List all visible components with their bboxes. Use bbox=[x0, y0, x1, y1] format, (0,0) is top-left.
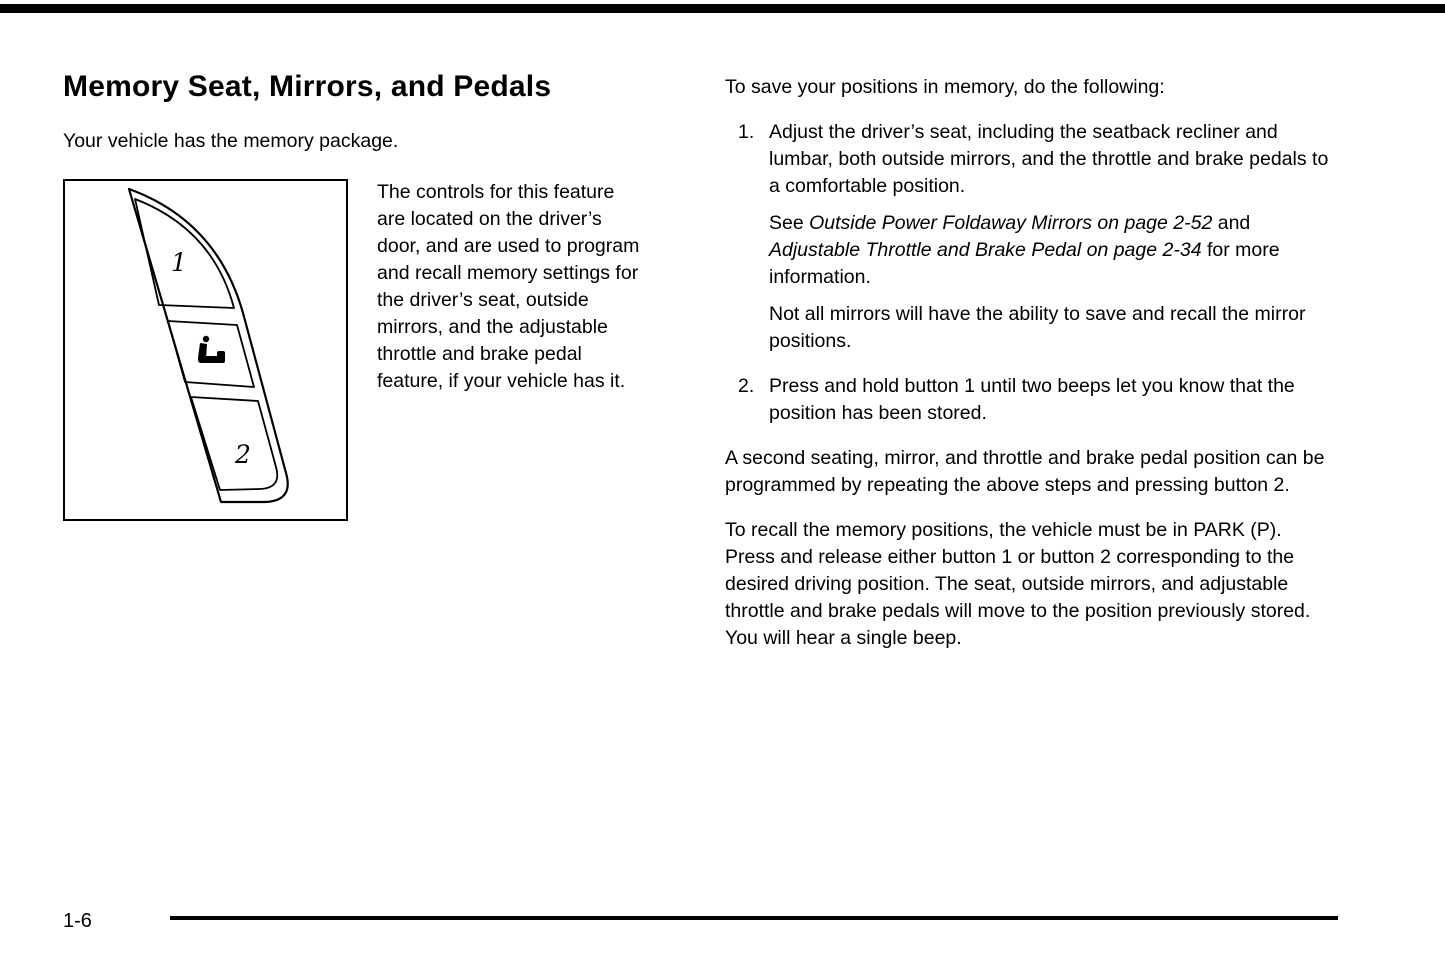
page-content bbox=[63, 60, 1390, 652]
page-title: Memory Seat, Mirrors, and Pedals bbox=[63, 70, 552, 103]
figure-box bbox=[63, 179, 348, 521]
memory-button-1 bbox=[135, 199, 234, 308]
reference-italic-2: Adjustable Throttle and Brake Pedal on page 2-34 bbox=[769, 239, 1202, 261]
recall-paragraph: To recall the memory positions, the vehicle must be in PARK (P). Press and release either button 1 or button 2 corresponding to the desired driving position. The seat, outside mirrors, and adjustable throttle and brake pedals will move to the position previously stored. You will hear a single beep. bbox=[725, 519, 1311, 649]
footer-rule bbox=[170, 916, 1338, 920]
step-item-1 bbox=[725, 119, 1333, 200]
save-instructions-lead: To save your positions in memory, do the following: bbox=[725, 76, 1165, 98]
memory-button-1-label: 1 bbox=[171, 248, 187, 277]
figure bbox=[63, 179, 663, 521]
step-number: 1. bbox=[738, 121, 755, 143]
second-position-paragraph: A second seating, mirror, and throttle and brake pedal position can be programmed by repeating the above steps and pressing button 2. bbox=[725, 447, 1325, 496]
mirrors-note: Not all mirrors will have the ability to save and recall the mirror positions. bbox=[769, 303, 1306, 352]
step-text: Adjust the driver’s seat, including the seatback recliner and lumbar, both outside mirrors, and the throttle and brake pedals to a comfortable position. bbox=[769, 121, 1329, 197]
page-number: 1-6 bbox=[63, 910, 92, 932]
left-column bbox=[63, 60, 663, 521]
memory-set-button bbox=[168, 321, 254, 387]
seat-icon bbox=[198, 336, 225, 363]
top-rule bbox=[0, 4, 1445, 13]
see-reference-post: for more information. bbox=[769, 239, 1280, 288]
door-panel-illustration bbox=[65, 181, 346, 519]
step-number: 2. bbox=[738, 375, 755, 397]
see-reference-paragraph bbox=[769, 210, 1333, 291]
see-reference-pre: See bbox=[769, 212, 810, 234]
right-column bbox=[725, 60, 1333, 652]
intro-paragraph: Your vehicle has the memory package. bbox=[63, 130, 399, 152]
memory-button-2-label: 2 bbox=[235, 440, 251, 469]
page-footer bbox=[63, 910, 1338, 933]
figure-caption: The controls for this feature are located on the driver’s door, and are used to program and recall memory settings for the driver’s seat, outside mirrors, and the adjustable throttle and brake pedal feature, if your vehicle has it. bbox=[377, 181, 640, 392]
step-item-2 bbox=[725, 373, 1333, 427]
reference-italic-1: Outside Power Foldaway Mirrors on page 2-52 bbox=[809, 212, 1213, 234]
step-text: Press and hold button 1 until two beeps let you know that the position has been stored. bbox=[769, 375, 1295, 424]
see-reference-mid: and bbox=[1212, 212, 1251, 234]
